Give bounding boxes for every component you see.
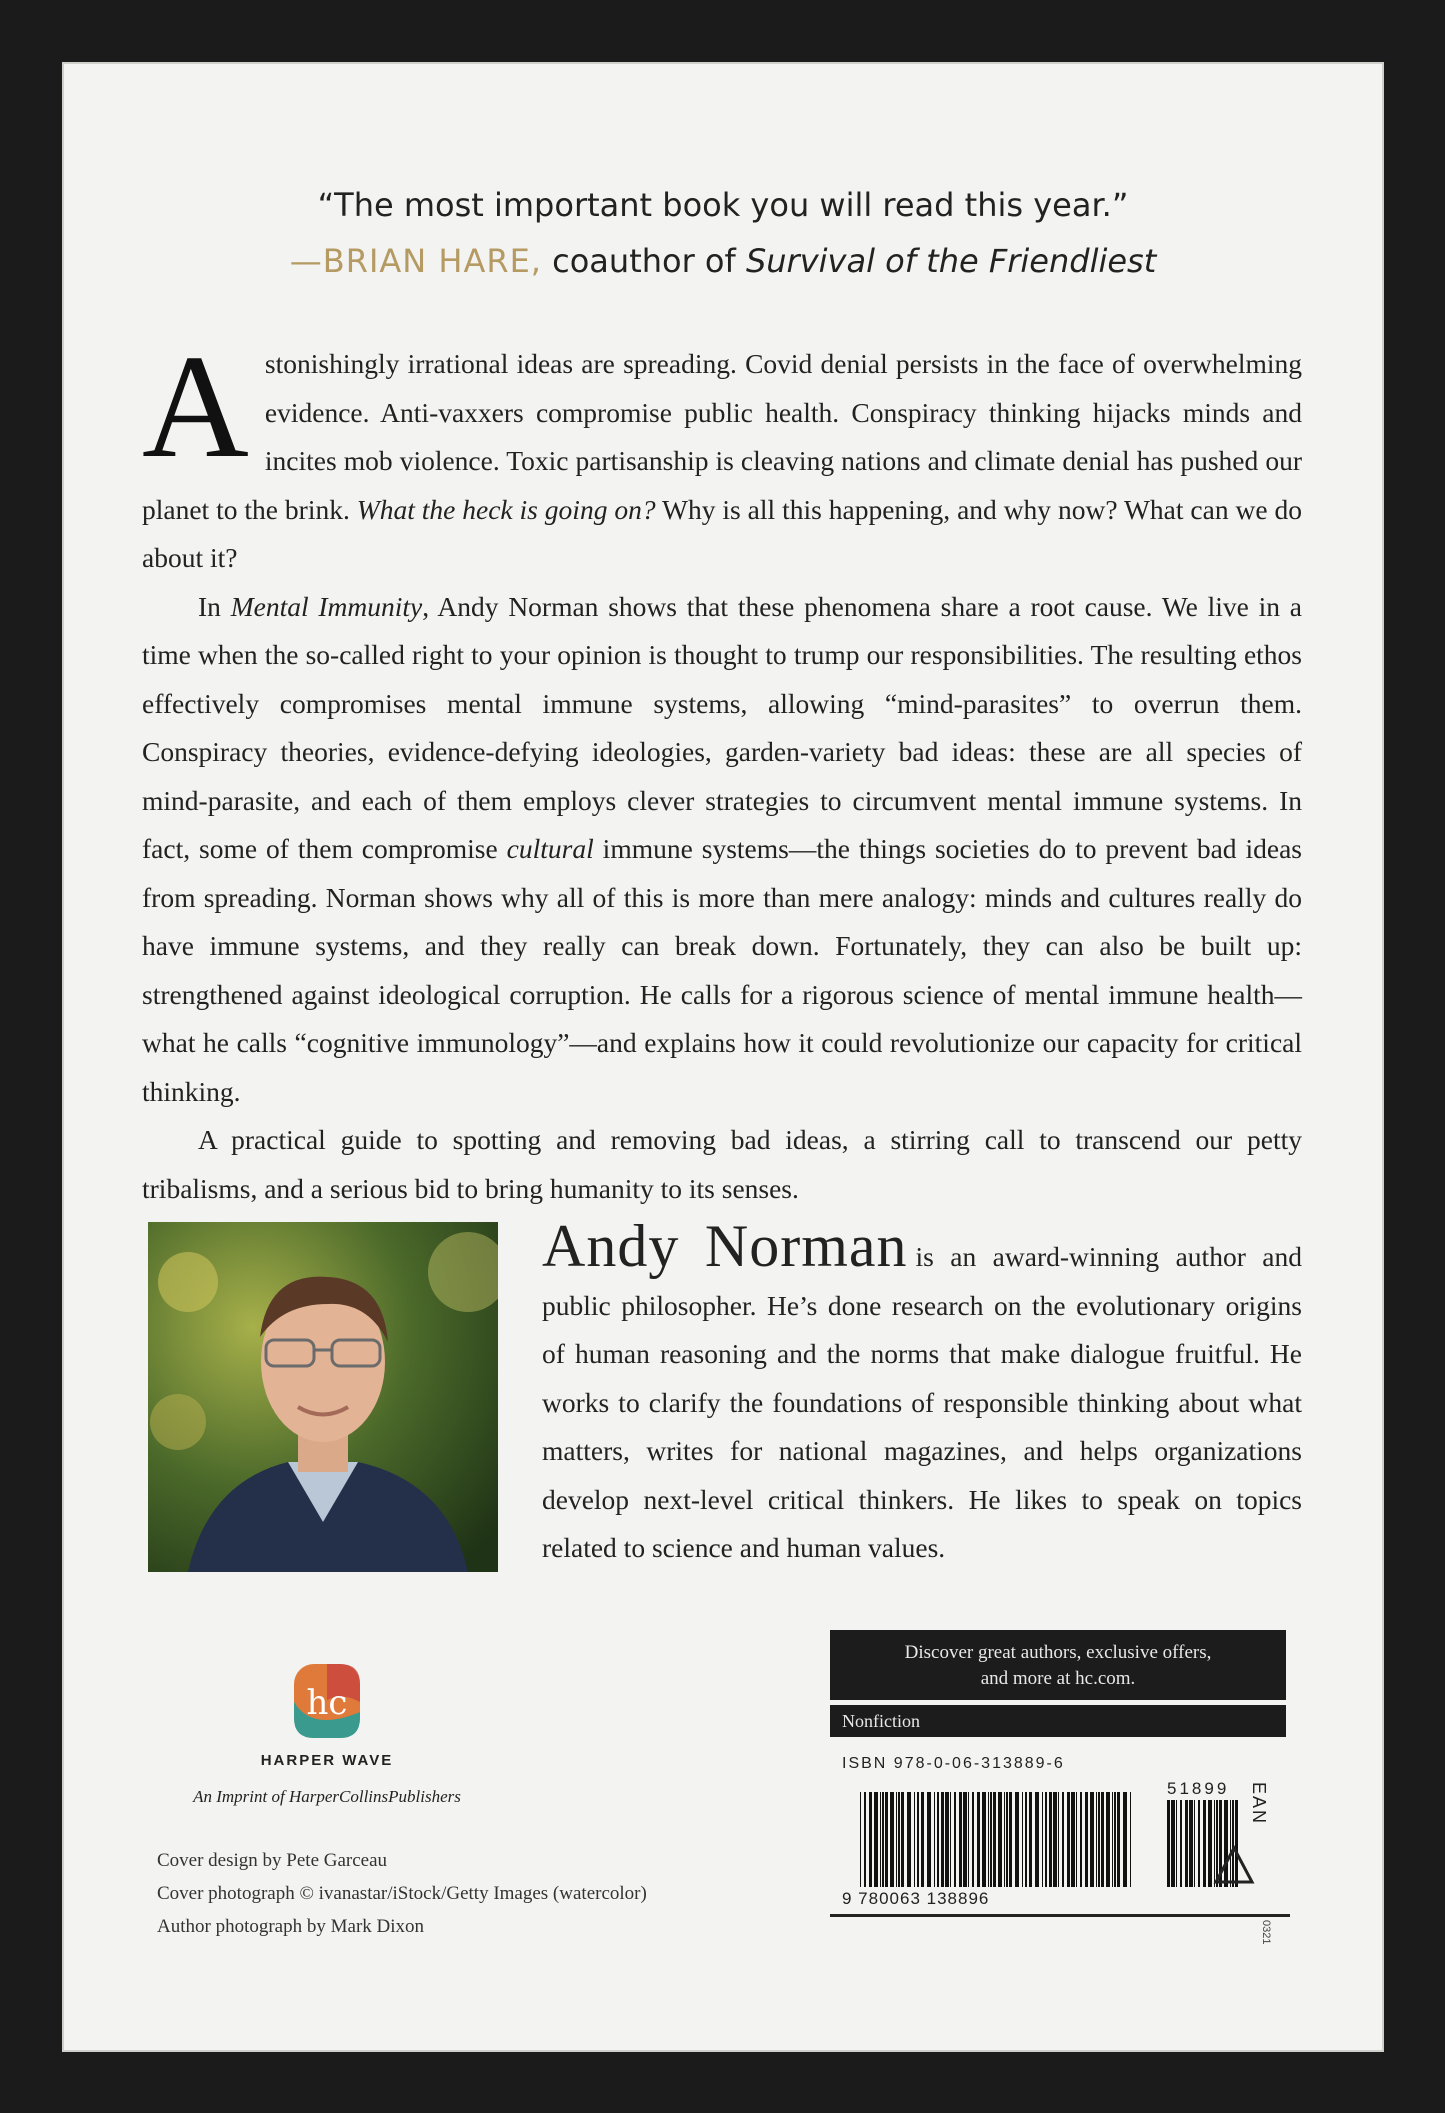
barcode: [832, 1782, 1252, 1917]
p1-text-a: stonishingly irrational ideas are spreading. Covid denial persists in the face of overwhelming evidence. Anti-vaxxers compromise public health. Conspiracy thinking hijacks minds and incites mob violence. Toxic partisanship is cleaving nations and climate denial has pushed our planet to the brink.: [142, 348, 1302, 525]
description-paragraph-3: A practical guide to spotting and removing bad ideas, a stirring call to transcend our petty tribalisms, and a serious bid to bring humanity to its senses.: [142, 1124, 1302, 1204]
attribution-title: Survival of the Friendliest: [745, 242, 1157, 280]
promo-box: [830, 1630, 1286, 1700]
credits: [157, 1844, 647, 1943]
p2-italic-title: Mental Immunity: [230, 590, 423, 622]
credit-cover-photo: Cover photograph © ivanastar/iStock/Getty Images (watercolor): [157, 1883, 647, 1904]
attribution-name: BRIAN HARE,: [322, 242, 542, 280]
svg-text:hc: hc: [306, 1683, 348, 1723]
credit-author-photo: Author photograph by Mark Dixon: [157, 1916, 425, 1937]
p1-italic: What the heck is going on?: [356, 493, 656, 525]
credit-cover-design: Cover design by Pete Garceau: [157, 1850, 388, 1871]
blurb-attribution: [62, 233, 1384, 289]
imprint-name: HARPER WAVE: [260, 1752, 394, 1769]
drop-cap: A: [142, 325, 249, 489]
isbn-text: ISBN 978-0-06-313889-6: [842, 1755, 1065, 1772]
p2-text-c: immune systems—the things societies do to prevent bad ideas from spreading. Norman shows why all of this is more than mere analogy: minds and cultures really do have immune systems, and they really can break down. Fortunately, they can also be built up: strengthened against ideological corruption. He calls for a rigorous science of mental immune health—what he calls “cognitive immunology”—and explains how it could revolutionize our capacity for critical thinking.: [142, 833, 1302, 1107]
promo-line-2: and more at hc.com.: [980, 1668, 1136, 1689]
attribution-role: coauthor of: [541, 242, 746, 280]
description-paragraph-2: [142, 583, 1302, 1117]
description-paragraph-1: [142, 325, 1302, 583]
p1-text-b: Why is all this happening, and why now? What can we do about it?: [142, 493, 1302, 573]
category-label: Nonfiction: [830, 1705, 1286, 1737]
book-back-cover: [62, 62, 1384, 2052]
author-name: Andy Norman: [542, 1213, 908, 1279]
author-bio-text: is an award-winning author and public philosopher. He’s done research on the evolutionary origins of human reasoning and the norms that make dialogue fruitful. He works to clarify the foundations of responsible thinking about what matters, writes for national magazines, and helps organizations develop next-level critical thinkers. He likes to speak on topics related to science and human values.: [542, 1241, 1302, 1563]
barcode-rule: [830, 1914, 1290, 1917]
p2-italic-word: cultural: [506, 833, 594, 864]
p2-text-b: , Andy Norman shows that these phenomena share a root cause. We live in a time when the so-called right to your opinion is thought to trump our responsibilities. The resulting ethos effectively compromises mental immune systems, allowing “mind-parasites” to overrun them. Conspiracy theories, evidence-defying ideologies, garden-variety bad ideas: these are all species of mind-parasite, and each of them employs clever strategies to circumvent mental immune systems. In fact, some of them compromise: [142, 590, 1302, 864]
endorsement-blurb: [62, 177, 1384, 289]
promo-line-1: Discover great authors, exclusive offers,: [904, 1642, 1212, 1663]
barcode-digits-addon: 51899: [1167, 1782, 1230, 1798]
barcode-digits-main: 9 780063 138896: [842, 1889, 990, 1908]
book-description: [142, 325, 1302, 1213]
author-photo: [148, 1222, 498, 1572]
blurb-quote: “The most important book you will read this year.”: [317, 186, 1129, 224]
side-code: 0321: [1260, 1920, 1272, 1945]
author-bio: [542, 1213, 1302, 1573]
attribution-dash: —: [289, 242, 323, 280]
publisher-logo-area: [162, 1662, 492, 1807]
harper-wave-logo-icon: [292, 1662, 362, 1740]
triangle-icon: [1212, 1844, 1256, 1886]
p2-text-a: In: [198, 590, 231, 622]
imprint-subtitle: An Imprint of HarperCollinsPublishers: [193, 1787, 461, 1806]
ean-label: EAN: [1249, 1782, 1269, 1826]
